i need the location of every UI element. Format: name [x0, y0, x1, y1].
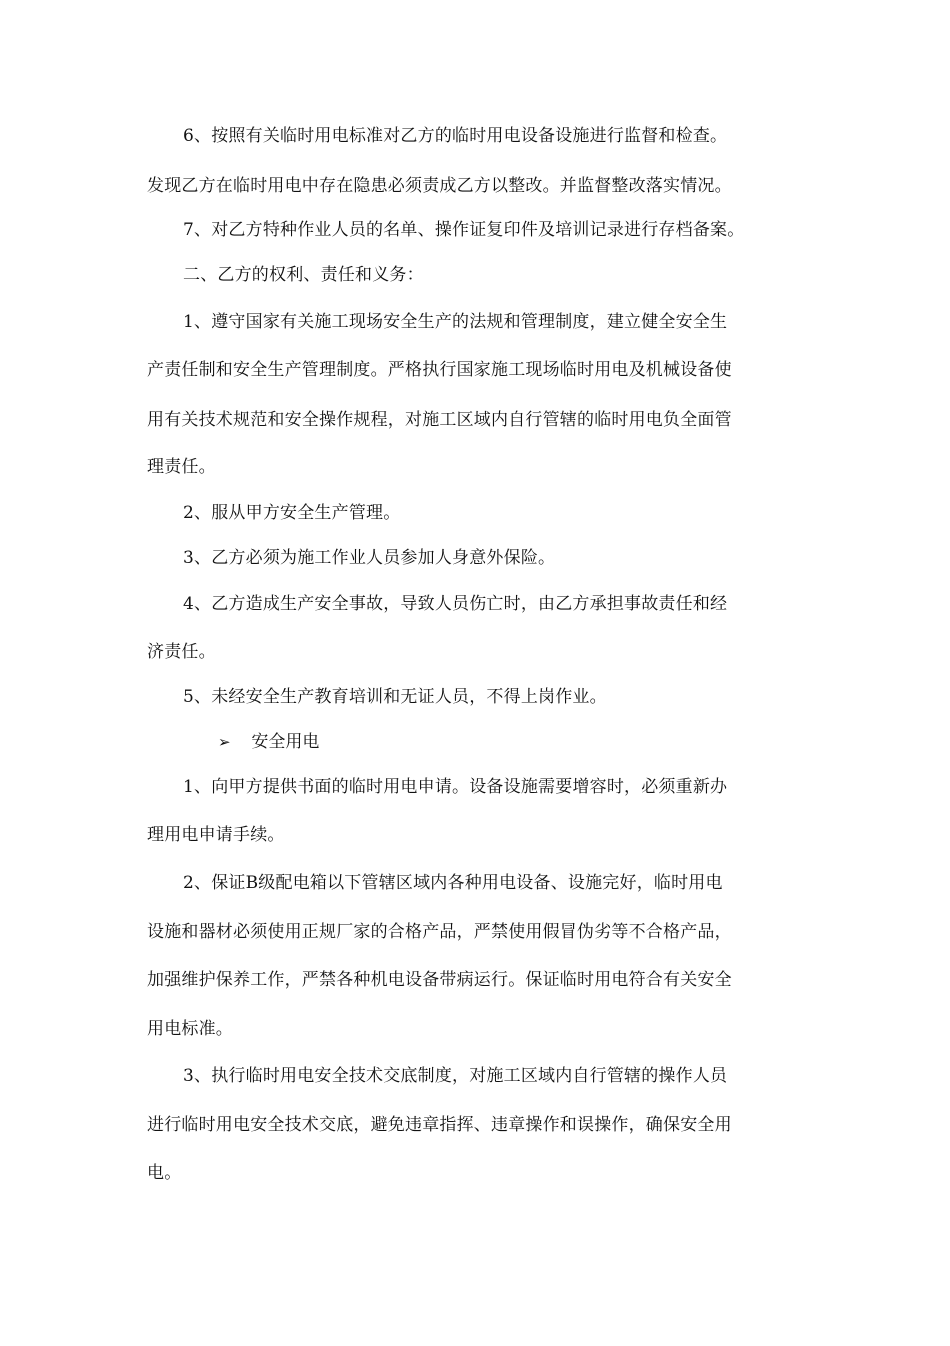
paragraph-line: 用有关技术规范和安全操作规程，对施工区域内自行管辖的临时用电负全面管 [147, 410, 732, 430]
paragraph-line: 进行临时用电安全技术交底，避免违章指挥、违章操作和误操作，确保安全用 [147, 1115, 732, 1135]
section-heading: 二、乙方的权利、责任和义务： [183, 265, 424, 285]
paragraph-line: 2、服从甲方安全生产管理。 [183, 503, 401, 523]
paragraph-line: 理用电申请手续。 [147, 825, 285, 845]
paragraph-line: 产责任制和安全生产管理制度。严格执行国家施工现场临时用电及机械设备使 [147, 360, 732, 380]
paragraph-line: 发现乙方在临时用电中存在隐患必须责成乙方以整改。并监督整改落实情况。 [147, 176, 732, 196]
paragraph-line: 加强维护保养工作，严禁各种机电设备带病运行。保证临时用电符合有关安全 [147, 970, 732, 990]
paragraph-line: 3、执行临时用电安全技术交底制度，对施工区域内自行管辖的操作人员 [183, 1066, 728, 1086]
paragraph-line: 4、乙方造成生产安全事故，导致人员伤亡时，由乙方承担事故责任和经 [183, 594, 728, 614]
paragraph-line: 1、遵守国家有关施工现场安全生产的法规和管理制度，建立健全安全生 [183, 312, 728, 332]
paragraph-line: 3、乙方必须为施工作业人员参加人身意外保险。 [183, 548, 556, 568]
bullet-label: 安全用电 [251, 732, 320, 752]
paragraph-line: 济责任。 [147, 642, 216, 662]
paragraph-line: 7、对乙方特种作业人员的名单、操作证复印件及培训记录进行存档备案。 [183, 220, 745, 240]
paragraph-line: 2、保证B级配电箱以下管辖区域内各种用电设备、设施完好，临时用电 [183, 873, 723, 893]
paragraph-line: 5、未经安全生产教育培训和无证人员，不得上岗作业。 [183, 687, 607, 707]
paragraph-line: 6、按照有关临时用电标准对乙方的临时用电设备设施进行监督和检查。 [183, 126, 728, 146]
paragraph-line: 设施和器材必须使用正规厂家的合格产品，严禁使用假冒伪劣等不合格产品， [147, 922, 732, 942]
paragraph-line: 1、向甲方提供书面的临时用电申请。设备设施需要增容时，必须重新办 [183, 777, 728, 797]
paragraph-line: 理责任。 [147, 457, 216, 477]
arrowhead-bullet-icon: ➢ [218, 733, 231, 751]
paragraph-line: 用电标准。 [147, 1019, 233, 1039]
paragraph-line: 电。 [147, 1163, 182, 1183]
bullet-item [218, 730, 518, 754]
